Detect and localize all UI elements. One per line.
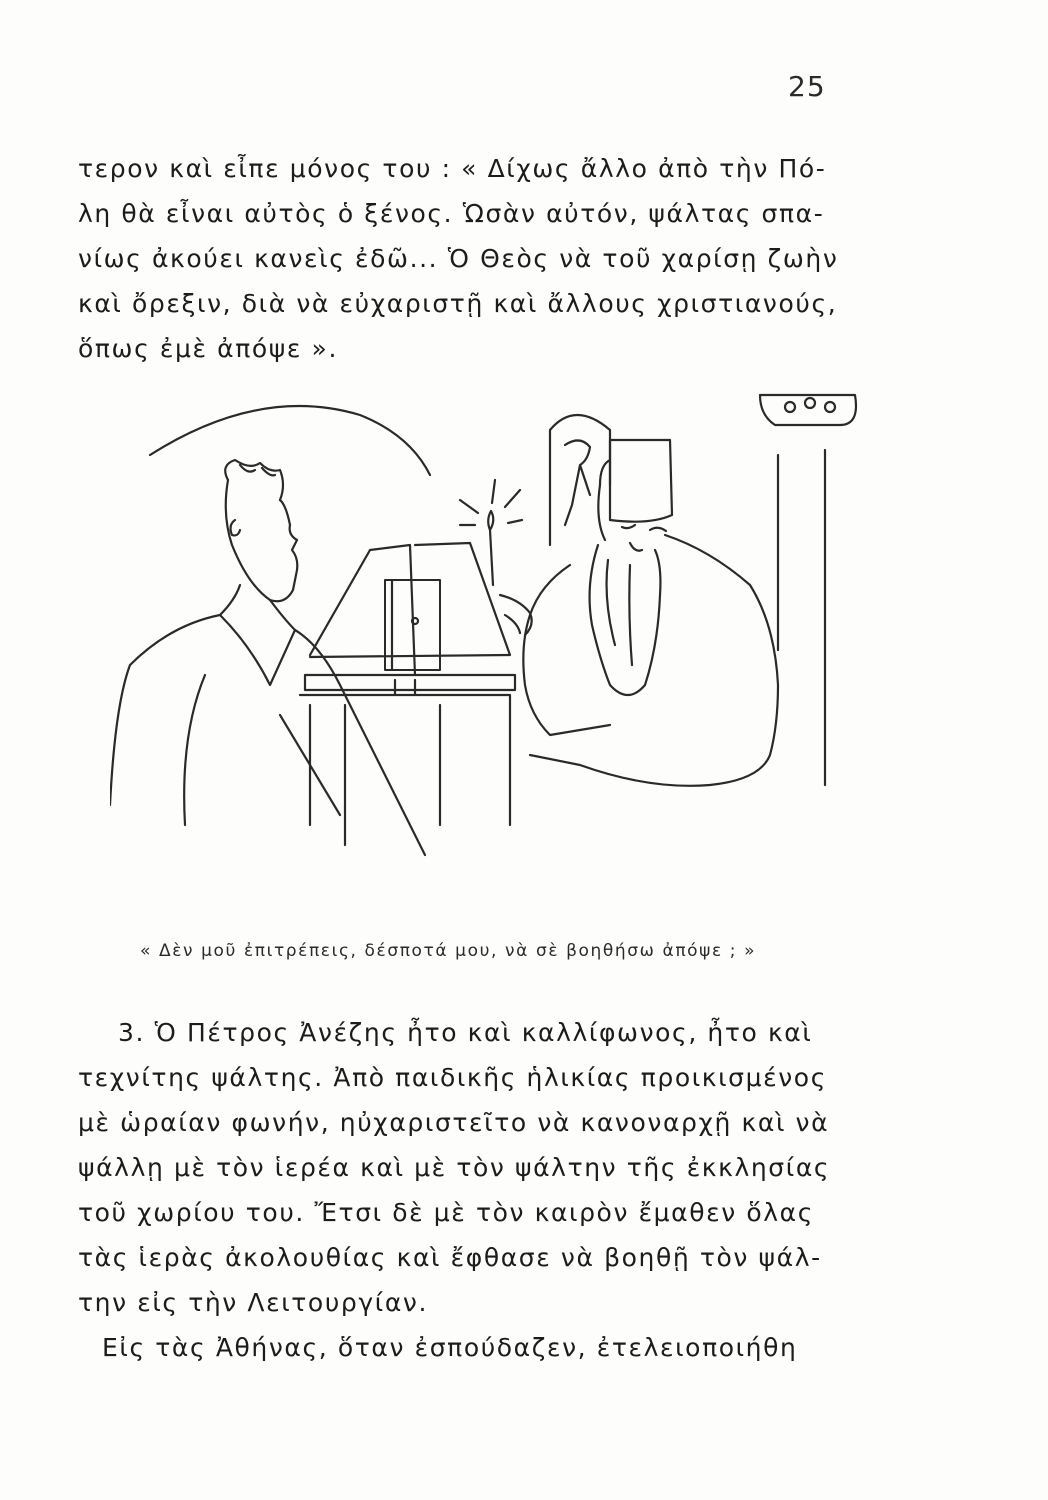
- paragraph-bottom: [78, 1010, 898, 1370]
- young-man-ear: [231, 520, 240, 535]
- text-line: λη θὰ εἶναι αὐτὸς ὁ ξένος. Ὡσὰν αὐτόν, ψάλτας σπα-: [78, 199, 825, 228]
- arch-line: [150, 406, 430, 475]
- young-man-neck: [220, 585, 295, 630]
- text-line: την εἰς τὴν Λειτουργίαν.: [78, 1288, 429, 1317]
- priest-beard: [590, 545, 661, 695]
- text-line: ὅπως ἐμὲ ἀπόψε ».: [78, 334, 339, 363]
- candle-icon: [488, 511, 493, 585]
- text-line: νίως ἀκούει κανεὶς ἐδῶ... Ὁ Θεὸς νὰ τοῦ χαρίσῃ ζωὴν: [78, 244, 839, 273]
- text-line: ψάλλῃ μὲ τὸν ἱερέα καὶ μὲ τὸν ψάλτην τῆς ἐκκλησίας: [78, 1153, 831, 1182]
- candle-rays: [460, 480, 522, 525]
- lectern-outline: [310, 543, 510, 675]
- illustration-caption: « Δὲν μοῦ ἐπιτρέπεις, δέσποτά μου, νὰ σὲ βοηθήσω ἀπόψε ; »: [140, 941, 757, 961]
- text-line: τοῦ χωρίου του. Ἔτσι δὲ μὲ τὸν καιρὸν ἔμαθεν ὅλας: [78, 1198, 815, 1227]
- saint-figure: [565, 440, 590, 525]
- text-line: καὶ ὄρεξιν, διὰ νὰ εὐχαριστῇ καὶ ἄλλους χριστιανούς,: [78, 289, 838, 318]
- young-man-coat: [110, 615, 425, 855]
- text-line: μὲ ὡραίαν φωνήν, ηὐχαριστεῖτο νὰ κανοναρχῇ καὶ νὰ: [78, 1108, 830, 1137]
- lectern-stand: [300, 680, 510, 845]
- text-line: τὰς ἱερὰς ἀκολουθίας καὶ ἔφθασε νὰ βοηθῇ τὸν ψάλ-: [78, 1243, 822, 1272]
- text-line: 3. Ὁ Πέτρος Ἀνέζης ἦτο καὶ καλλίφωνος, ἦτο καὶ: [118, 1018, 813, 1047]
- young-man-hair: [225, 460, 283, 500]
- text-line: τερον καὶ εἶπε μόνος του : « Δίχως ἄλλο ἀπὸ τὴν Πό-: [78, 154, 827, 183]
- pillar-shaft: [778, 450, 825, 785]
- paragraph-top: [78, 146, 898, 371]
- text-line: Εἰς τὰς Ἀθήνας, ὅταν ἐσπούδαζεν, ἐτελειοποιήθη: [102, 1333, 798, 1362]
- young-man-head: [226, 480, 298, 601]
- priest-face: [598, 485, 666, 551]
- priest-hat: [600, 440, 672, 522]
- young-man-and-priest-at-lectern-icon: [110, 385, 870, 905]
- text-line: τεχνίτης ψάλτης. Ἀπὸ παιδικῆς ἡλικίας προικισμένος: [78, 1063, 827, 1092]
- page-number: 25: [788, 70, 826, 103]
